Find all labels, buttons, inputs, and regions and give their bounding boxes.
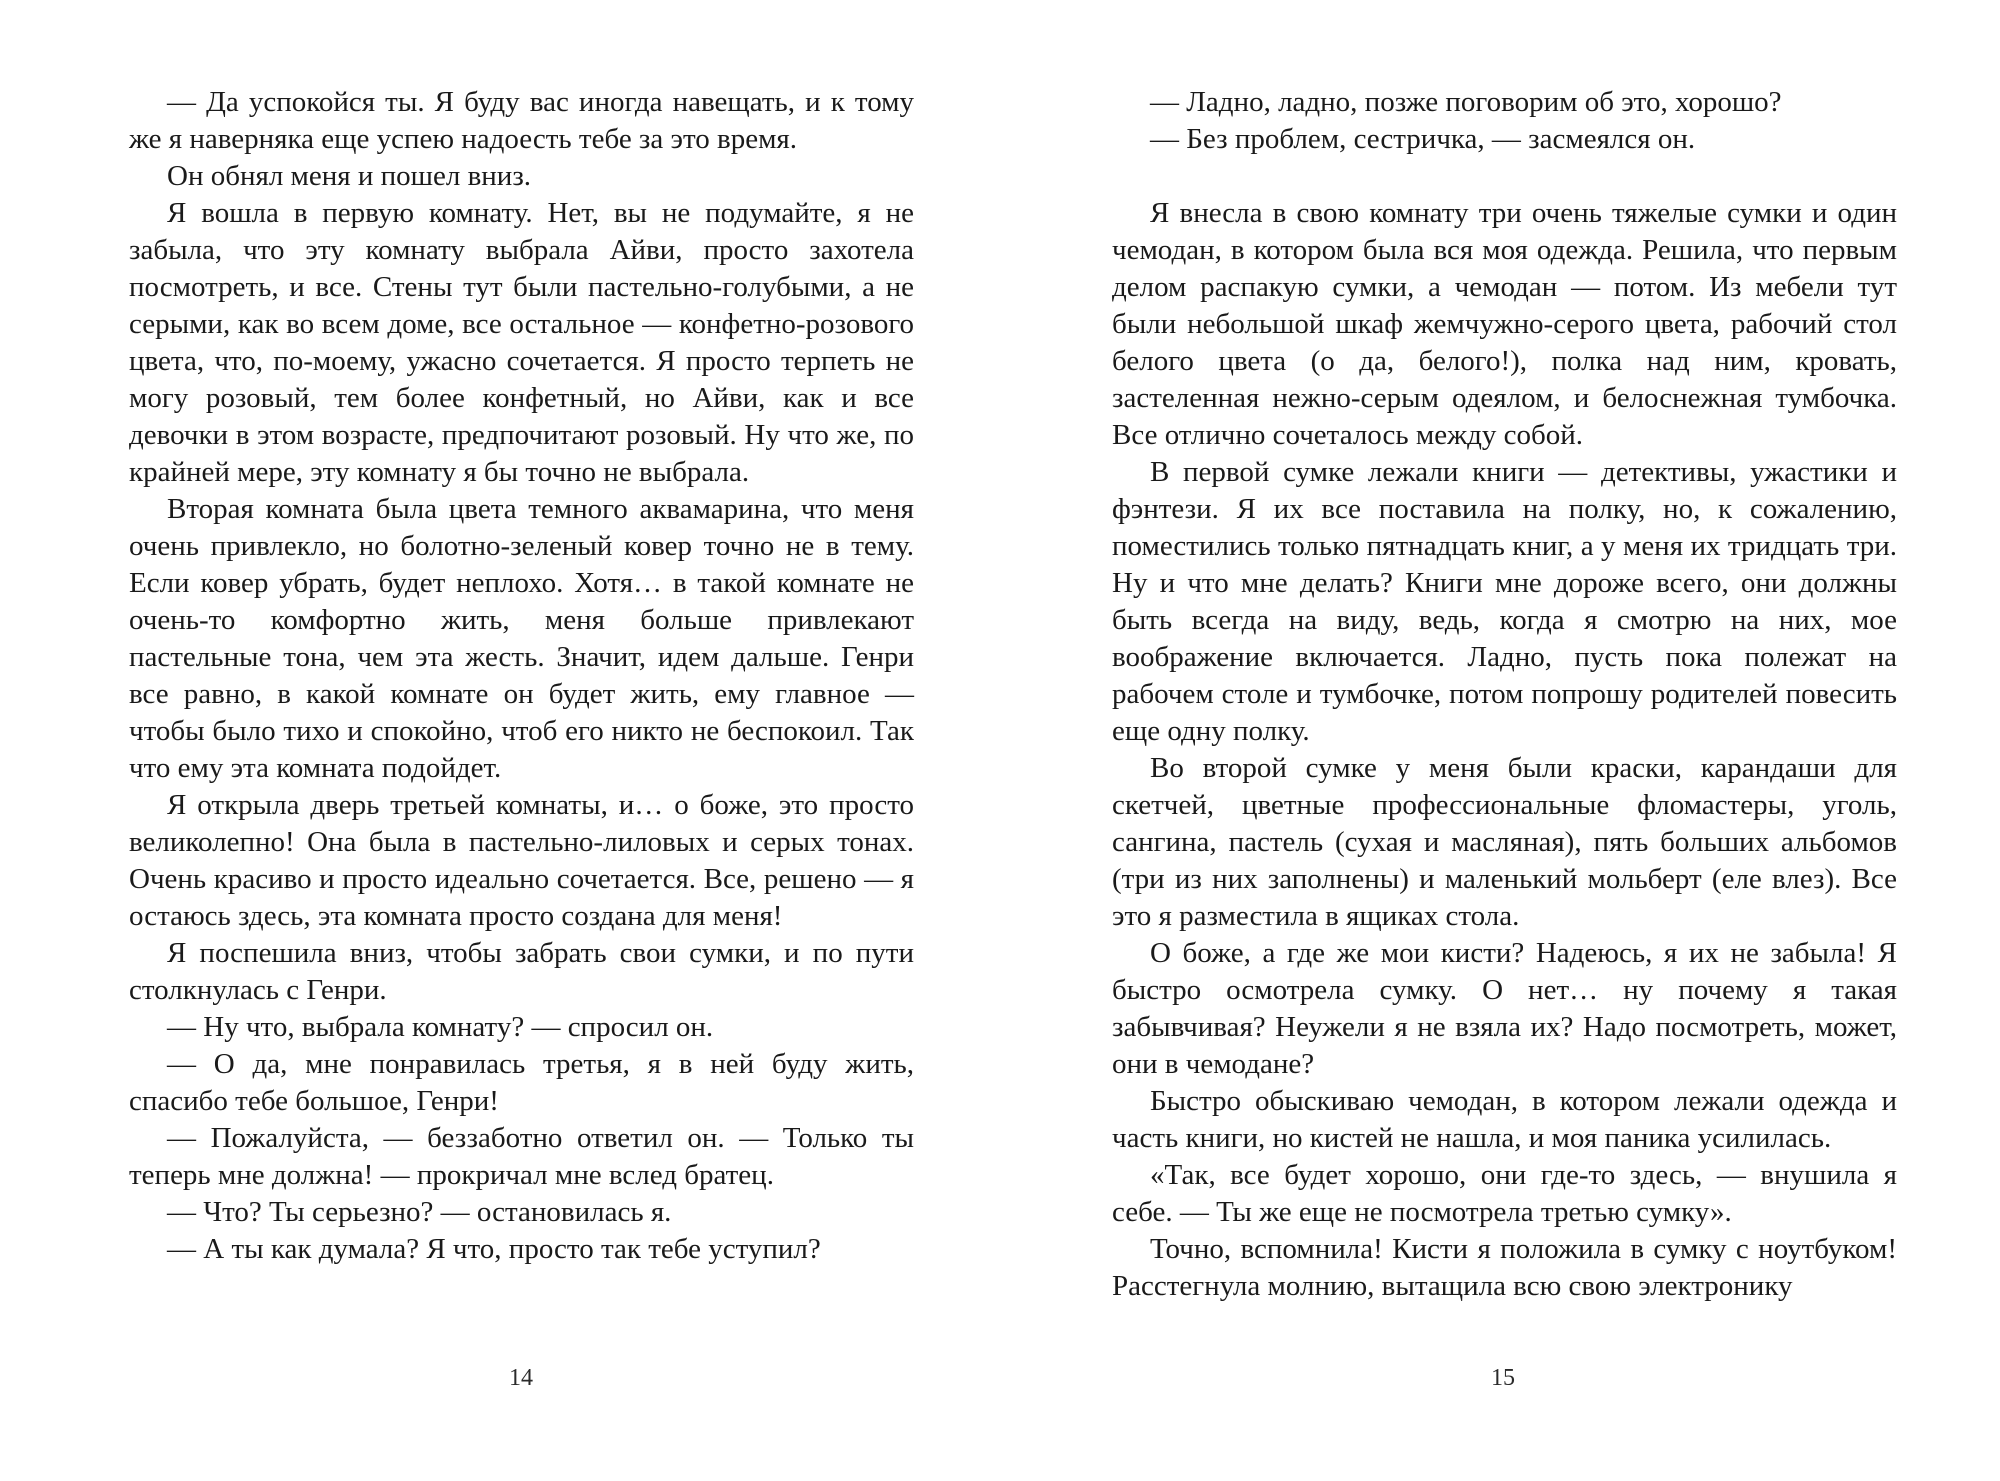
paragraph: — А ты как думала? Я что, просто так тебе уступил? <box>167 1233 821 1265</box>
paragraph: — Ну что, выбрала комнату? — спросил он. <box>167 1011 714 1043</box>
paragraph: — Да успокойся ты. Я буду вас иногда навещать, и к тому же я наверняка еще успею надоесть тебе за это время. <box>129 86 914 155</box>
paragraph: Я поспешила вниз, чтобы забрать свои сумки, и по пути столкнулась с Генри. <box>129 937 914 1006</box>
paragraph: — Что? Ты серьезно? — остановилась я. <box>167 1196 672 1228</box>
paragraph: В первой сумке лежали книги — детективы, ужастики и фэнтези. Я их все поставила на полку, но, к сожалению, поместились только пятнадцать книг, а у меня их тридцать три. Ну и что мне делать? Книги мне дороже всего, они должны быть всегда на виду, ведь, когда я смотрю на них, мое воображение включается. Ладно, пусть пока полежат на рабочем столе и тумбочке, потом попрошу родителей повесить еще одну полку. <box>1112 456 1897 747</box>
paragraph: — О да, мне понравилась третья, я в ней буду жить, спасибо тебе большое, Генри! <box>129 1048 914 1117</box>
paragraph: — Ладно, ладно, позже поговорим об это, хорошо? <box>1150 86 1782 118</box>
paragraph: Во второй сумке у меня были краски, карандаши для скетчей, цветные профессиональные фломастеры, уголь, сангина, пастель (сухая и масляная), пять больших альбомов (три из них заполнены) и маленький мольберт (еле влез). Все это я разместила в ящиках стола. <box>1112 752 1897 932</box>
paragraph: О боже, а где же мои кисти? Надеюсь, я их не забыла! Я быстро осмотрела сумку. О нет… ну почему я такая забывчивая? Неужели я не взяла их? Надо посмотреть, может, они в чемодане? <box>1112 937 1897 1080</box>
paragraph: Вторая комната была цвета темного аквамарина, что меня очень привлекло, но болотно-зеленый ковер точно не в тему. Если ковер убрать, будет неплохо. Хотя… в такой комнате не очень-то комфортно жить, меня больше привлекают пастельные тона, чем эта жесть. Значит, идем дальше. Генри все равно, в какой комнате он будет жить, ему главное — чтобы было тихо и спокойно, чтоб его никто не беспокоил. Так что ему эта комната подойдет. <box>129 493 914 784</box>
paragraph: Я вошла в первую комнату. Нет, вы не подумайте, я не забыла, что эту комнату выбрала Айви, просто захотела посмотреть, и все. Стены тут были пастельно-голубыми, а не серыми, как во всем доме, все остальное — конфетно-розового цвета, что, по-моему, ужасно сочетается. Я просто терпеть не могу розовый, тем более конфетный, но Айви, как и все девочки в этом возрасте, предпочитают розовый. Ну что же, по крайней мере, эту комнату я бы точно не выбрала. <box>129 197 914 488</box>
paragraph: Я открыла дверь третьей комнаты, и… о боже, это просто великолепно! Она была в пастельно-лиловых и серых тонах. Очень красиво и просто идеально сочетается. Все, решено — я остаюсь здесь, эта комната просто создана для меня! <box>129 789 914 932</box>
paragraph: — Пожалуйста, — беззаботно ответил он. — Только ты теперь мне должна! — прокричал мне вслед братец. <box>129 1122 914 1191</box>
paragraph: — Без проблем, сестричка, — засмеялся он. <box>1150 123 1696 155</box>
right-page-text <box>1112 84 1897 1305</box>
paragraph: Быстро обыскиваю чемодан, в котором лежали одежда и часть книги, но кистей не нашла, и моя паника усилилась. <box>1112 1085 1897 1154</box>
right-page <box>1000 0 2000 1481</box>
paragraph: «Так, все будет хорошо, они где-то здесь, — внушила я себе. — Ты же еще не посмотрела третью сумку». <box>1112 1159 1897 1228</box>
left-page-text <box>129 84 914 1268</box>
paragraph: Он обнял меня и пошел вниз. <box>167 160 532 192</box>
paragraph: Я внесла в свою комнату три очень тяжелые сумки и один чемодан, в котором была вся моя одежда. Решила, что первым делом распакую сумки, а чемодан — потом. Из мебели тут были небольшой шкаф жемчужно-серого цвета, рабочий стол белого цвета (о да, белого!), полка над ним, кровать, застеленная нежно-серым одеялом, и белоснежная тумбочка. Все отлично сочеталось между собой. <box>1112 197 1897 451</box>
page-number: 15 <box>1491 1365 1515 1391</box>
paragraph: Точно, вспомнила! Кисти я положила в сумку с ноутбуком! Расстегнула молнию, вытащила всю свою электронику <box>1112 1233 1897 1302</box>
page-number: 14 <box>509 1365 533 1391</box>
